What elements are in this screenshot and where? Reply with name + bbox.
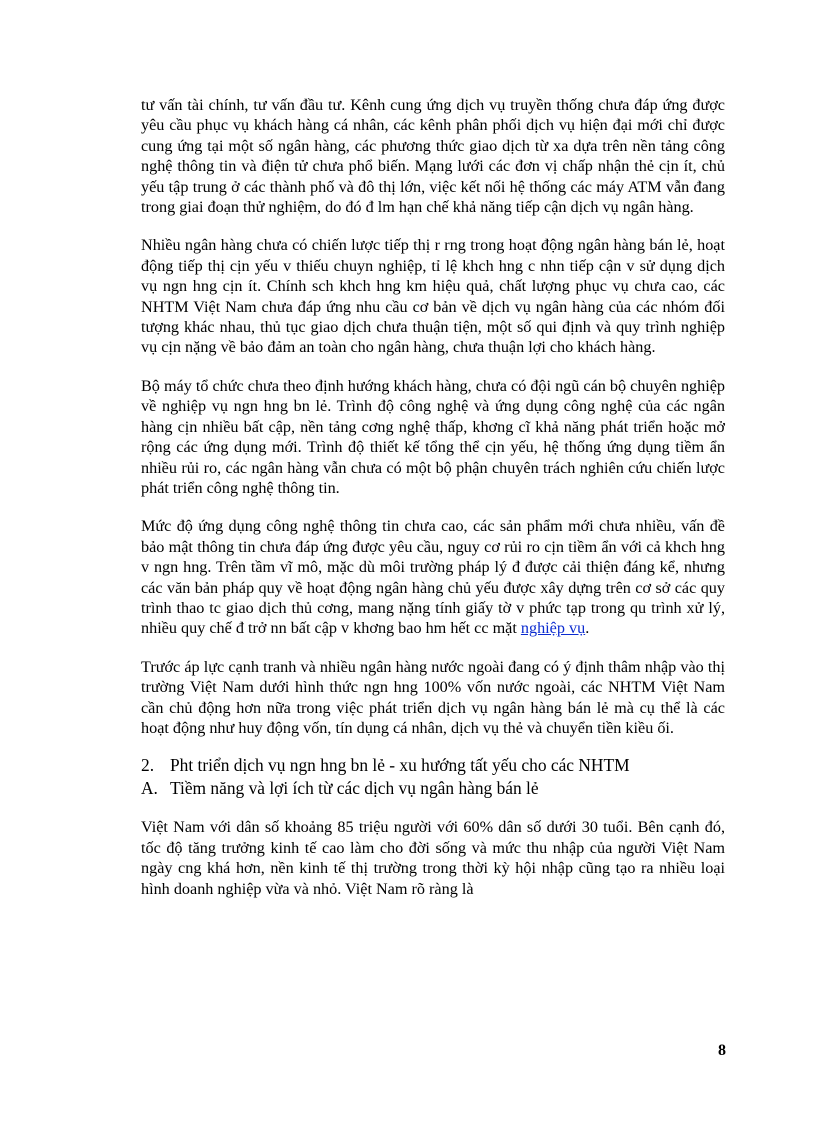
paragraph-4-end: . xyxy=(585,619,590,638)
nghiep-vu-link[interactable]: nghiệp vụ xyxy=(520,619,586,638)
paragraph-6: Việt Nam với dân số khoảng 85 triệu người với 60% dân số dưới 30 tuổi. Bên cạnh đó, tốc độ tăng trưởng kinh tế cao làm cho đời sống và mức thu nhập của người Việt Nam ngày cng khá hơn, nền kinh tế thị trường trong thời kỳ hội nhập cũng tạo ra nhiều loại hình doanh nghiệp vừa và nhỏ. Việt Nam rõ ràng là xyxy=(141,818,725,898)
paragraph-3: Bộ máy tổ chức chưa theo định hướng khách hàng, chưa có đội ngũ cán bộ chuyên nghiệp về nghiệp vụ ngn hng bn lẻ. Trình độ công nghệ và ứng dụng công nghệ của các ngân hàng cịn nhiều bất cập, nền tảng cơng nghệ thấp, khơng cĩ khả năng phát triển hoặc mở rộng các ứng dụng mới. Trình độ thiết kế tổng thể cịn yếu, hệ thống ứng dụng tiềm ẩn nhiều rủi ro, các ngân hàng vẫn chưa có một bộ phận chuyên trách nghiên cứu chiến lược phát triển công nghệ thông tin. xyxy=(141,376,725,497)
subsection-heading-a-number: A. xyxy=(141,778,158,799)
section-heading-2 xyxy=(141,754,725,777)
paragraph-4-text: Mức độ ứng dụng công nghệ thông tin chưa cao, các sản phẩm mới chưa nhiều, vấn đề bảo mật thông tin chưa đáp ứng được yêu cầu, nguy cơ rủi ro cịn tiềm ẩn với cả khch hng v ngn hng. Trên tầm vĩ mô, mặc dù môi trường pháp lý đ được cải thiện đáng kể, nhưng các văn bản pháp quy về hoạt động ngân hàng chủ yếu được xây dựng trên cơ sở các quy trình thao tc giao dịch thủ cơng, mang nặng tính giấy tờ v phức tạp trong qu trình xử lý, nhiều quy chế đ trở nn bất cập v khơng bao hm hết cc mặt xyxy=(141,517,725,638)
paragraph-1: tư vấn tài chính, tư vấn đầu tư. Kênh cung ứng dịch vụ truyền thống chưa đáp ứng được yêu cầu phục vụ khách hàng cá nhân, các kênh phân phối dịch vụ hiện đại mới chỉ được cung ứng tại một số ngân hàng, các phương thức giao dịch từ xa dựa trên nền tảng công nghệ thông tin và điện tử chưa phổ biến. Mạng lưới các đơn vị chấp nhận thẻ cịn ít, chủ yếu tập trung ở các thành phố và đô thị lớn, việc kết nối hệ thống các máy ATM vẫn đang trong giai đoạn thử nghiệm, do đó đ lm hạn chế khả năng tiếp cận dịch vụ ngân hàng. xyxy=(141,96,725,217)
paragraph-4 xyxy=(141,516,725,638)
paragraph-2: Nhiều ngân hàng chưa có chiến lược tiếp thị r rng trong hoạt động ngân hàng bán lẻ, hoạt động tiếp thị cịn yếu v thiếu chuyn nghiệp, tỉ lệ khch hng c nhn tiếp cận v sử dụng dịch vụ ngn hng cịn ít. Chính sch khch hng km hiệu quả, chất lượng phục vụ chưa cao, các NHTM Việt Nam chưa đáp ứng nhu cầu cơ bản về dịch vụ ngân hàng của các nhóm đối tượng khác nhau, thủ tục giao dịch chưa thuận tiện, một số qui định và quy trình nghiệp vụ cịn nặng về bảo đảm an toàn cho ngân hàng, chưa thuận lợi cho khách hàng. xyxy=(141,236,725,357)
subsection-heading-a xyxy=(141,777,725,800)
page-number: 8 xyxy=(718,1042,726,1059)
section-heading-2-number: 2. xyxy=(141,755,155,776)
section-headings xyxy=(141,754,725,800)
paragraph-5: Trước áp lực cạnh tranh và nhiều ngân hàng nước ngoài đang có ý định thâm nhập vào thị trường Việt Nam dưới hình thức ngn hng 100% vốn nước ngoài, các NHTM Việt Nam cần chủ động hơn nữa trong việc phát triển dịch vụ ngân hàng bán lẻ mà cụ thể là các hoạt động như huy động vốn, tín dụng cá nhân, dịch vụ thẻ và chuyển tiền kiều ối. xyxy=(141,657,725,737)
subsection-heading-a-title: Tiềm năng và lợi ích từ các dịch vụ ngân hàng bán lẻ xyxy=(170,778,539,799)
section-heading-2-title: Pht triển dịch vụ ngn hng bn lẻ - xu hướng tất yếu cho các NHTM xyxy=(170,755,630,776)
document-body xyxy=(141,95,725,899)
